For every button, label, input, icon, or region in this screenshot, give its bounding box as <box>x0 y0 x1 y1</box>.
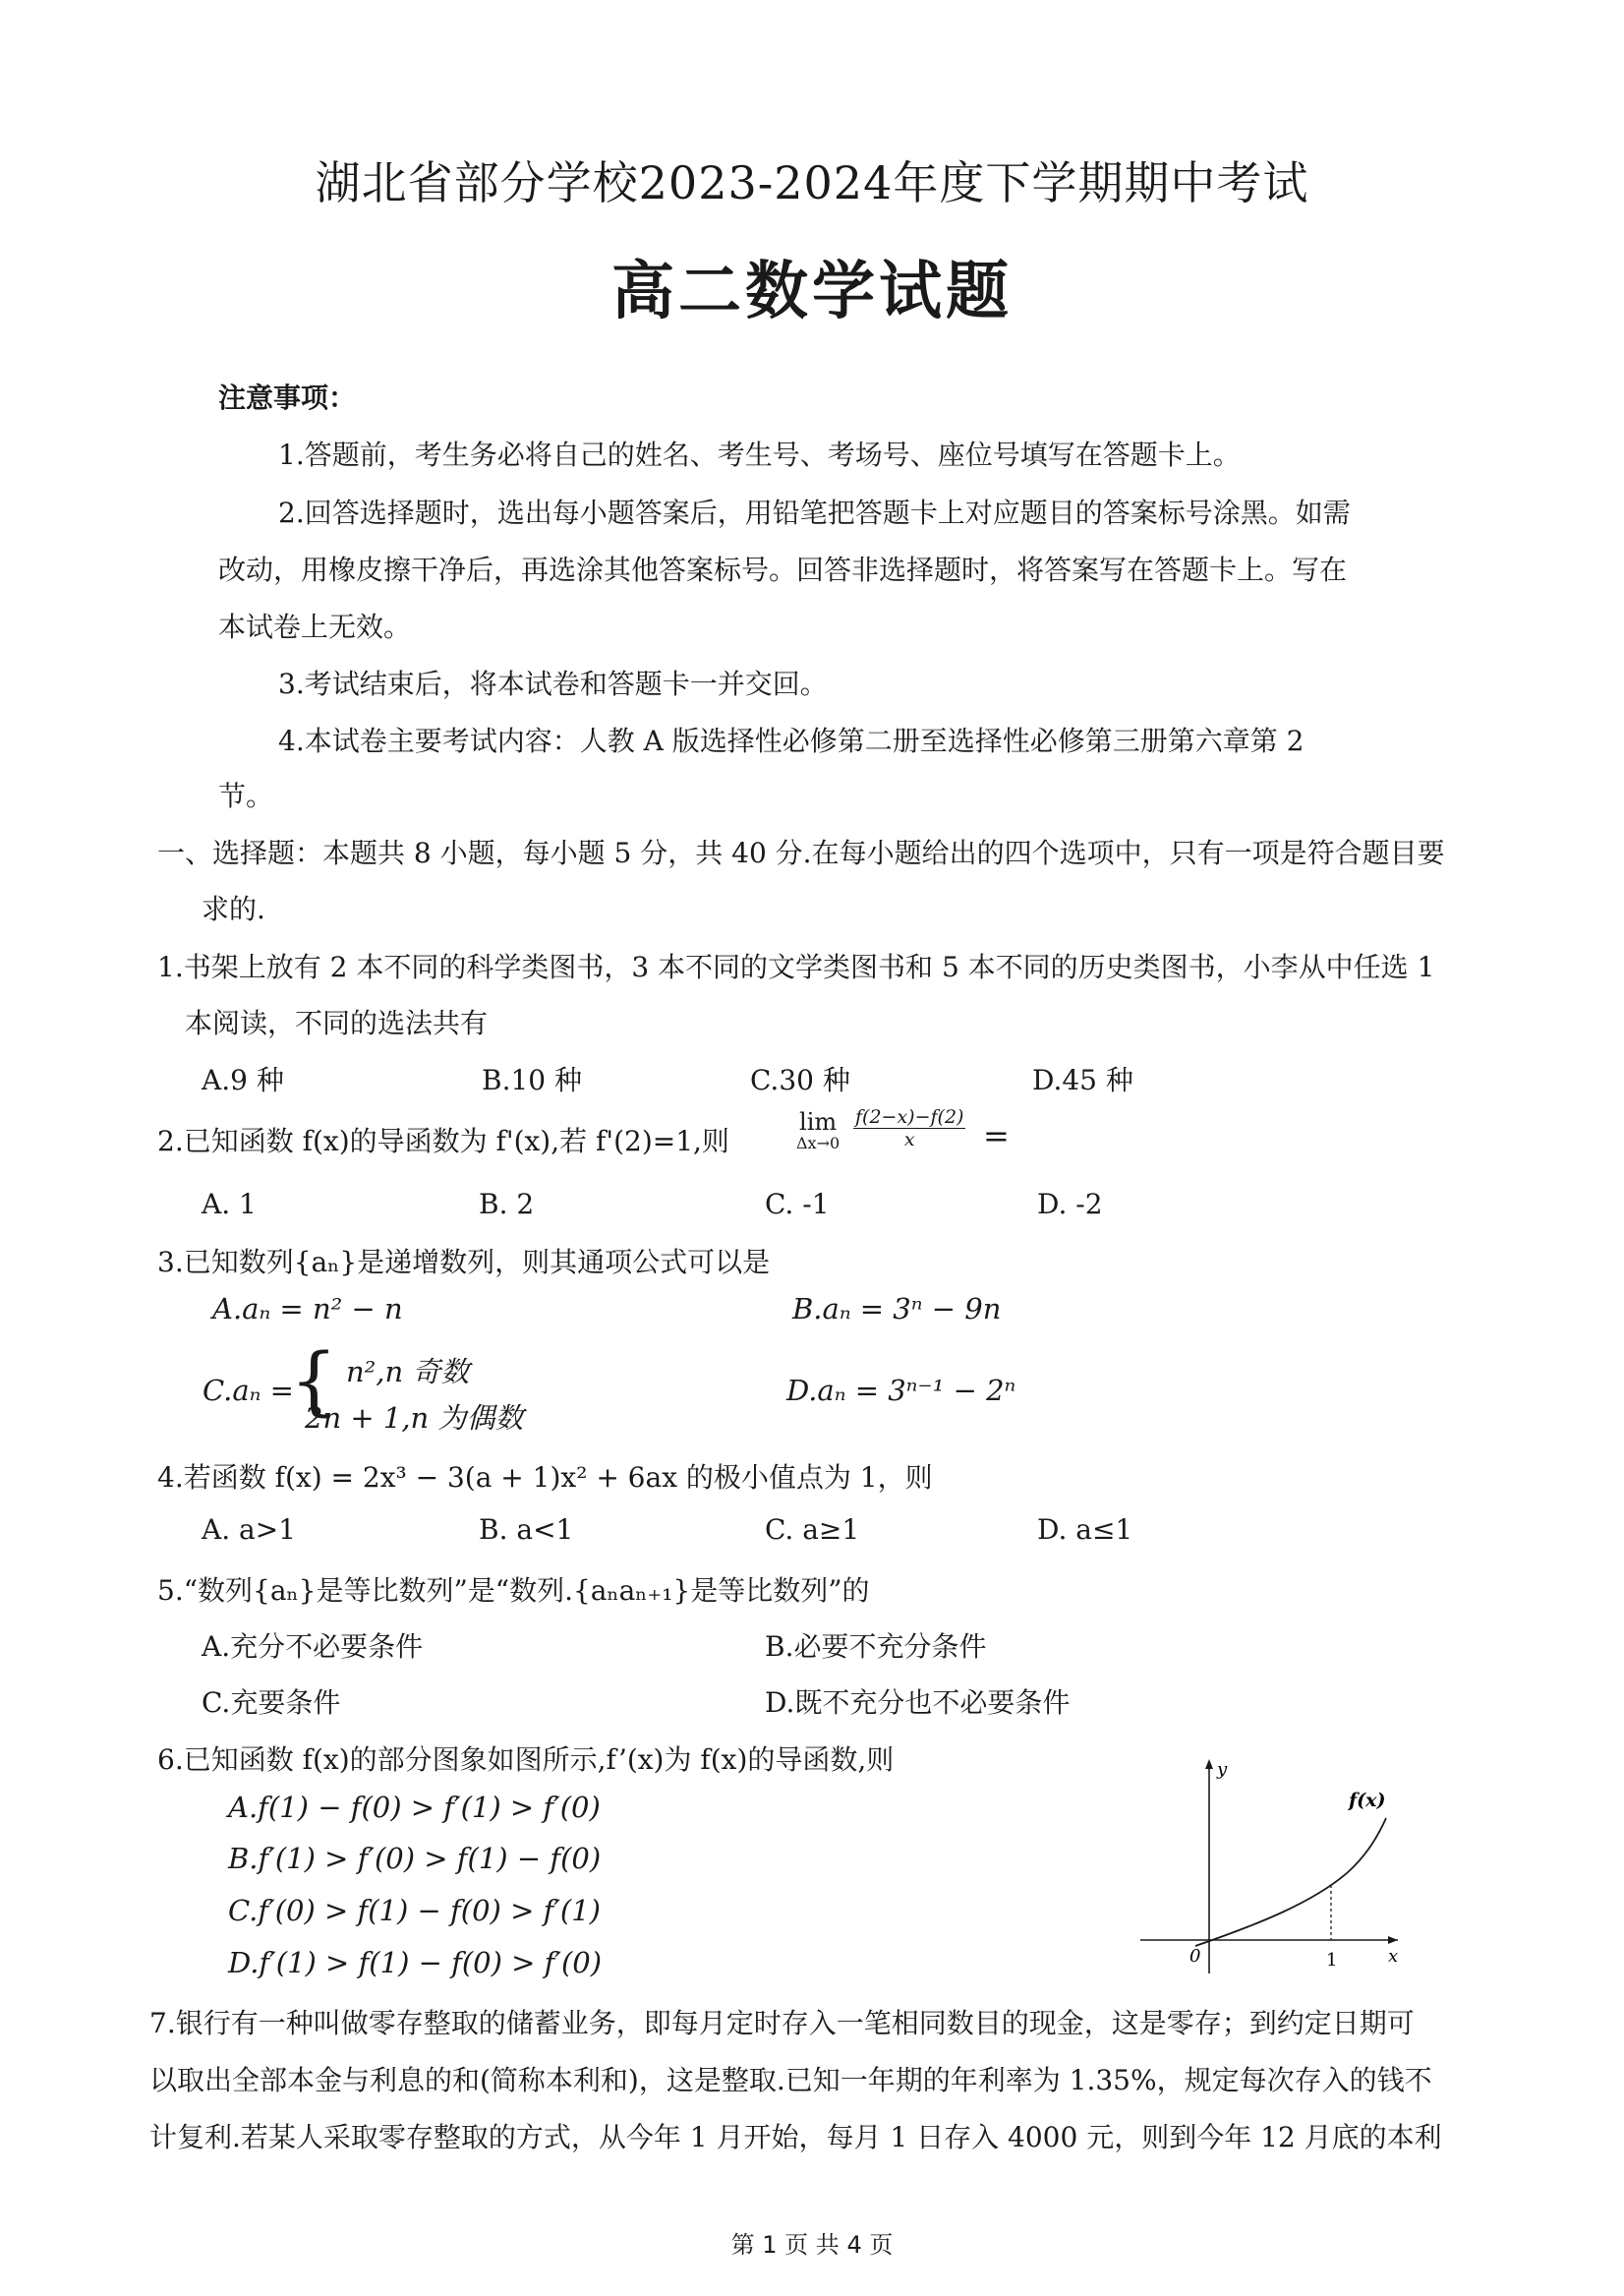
q3-stem: 3.已知数列{aₙ}是递增数列，则其通项公式可以是 <box>157 1246 771 1278</box>
q1-option-c: C.30 种 <box>750 1064 850 1096</box>
x-tick-1: 1 <box>1326 1950 1338 1971</box>
page-footer: 第 1 页 共 4 页 <box>730 2231 894 2259</box>
q2-frac-num: f(2−x)−f(2) <box>855 1106 964 1128</box>
q6-option-d: D.f′(1) > f(1) − f(0) > f′(0) <box>228 1946 603 1979</box>
q4-option-a: A. a>1 <box>202 1513 296 1546</box>
note-3: 3.考试结束后，将本试卷和答题卡一并交回。 <box>278 668 828 700</box>
q3-option-b: B.aₙ = 3ⁿ − 9n <box>792 1292 1002 1325</box>
function-curve <box>1195 1818 1386 1946</box>
section-heading-line-1: 一、选择题：本题共 8 小题，每小题 5 分，共 40 分.在每小题给出的四个选项中，只有一项是符合题目要 <box>157 837 1445 869</box>
q3-option-a: A.aₙ = n² − n <box>212 1292 403 1325</box>
q3-option-c-case-2: 2n + 1,n 为偶数 <box>305 1401 524 1435</box>
origin-label: 0 <box>1189 1946 1201 1967</box>
curve-label: f(x) <box>1349 1790 1386 1811</box>
q7-stem-line-2: 以取出全部本金与利息的和(简称本利和)，这是整取.已知一年期的年利率为 1.35%，规定每次存入的钱不 <box>149 2064 1432 2096</box>
q2-option-d: D. -2 <box>1037 1188 1103 1220</box>
q5-option-b: B.必要不充分条件 <box>765 1630 987 1663</box>
note-2-line-2: 改动，用橡皮擦干净后，再选涂其他答案标号。回答非选择题时，将答案写在答题卡上。写在 <box>218 554 1348 586</box>
q1-stem-line-1: 1.书架上放有 2 本不同的科学类图书，3 本不同的文学类图书和 5 本不同的历史类图书，小李从中任选 1 <box>157 951 1435 983</box>
q1-option-d: D.45 种 <box>1032 1064 1133 1096</box>
note-2-line-3: 本试卷上无效。 <box>218 611 412 643</box>
x-axis-arrow <box>1388 1936 1398 1944</box>
q4-stem: 4.若函数 f(x) = 2x³ − 3(a + 1)x² + 6ax 的极小值点为 1，则 <box>157 1461 933 1494</box>
q7-stem-line-1: 7.银行有一种叫做零存整取的储蓄业务，即每月定时存入一笔相同数目的现金，这是零存；到约定日期可 <box>149 2007 1415 2039</box>
q2-limit <box>796 1108 840 1152</box>
q2-lim-sub: Δx→0 <box>796 1134 841 1152</box>
notes-heading: 注意事项： <box>218 382 357 414</box>
note-1: 1.答题前，考生务必将自己的姓名、考生号、考场号、座位号填写在答题卡上。 <box>278 439 1241 471</box>
q4-option-c: C. a≥1 <box>765 1513 860 1546</box>
q2-option-c: C. -1 <box>765 1188 830 1220</box>
q1-stem-line-2: 本阅读，不同的选法共有 <box>185 1007 489 1039</box>
q4-option-b: B. a<1 <box>479 1513 574 1546</box>
q5-option-d: D.既不充分也不必要条件 <box>765 1686 1071 1719</box>
q2-fraction <box>853 1106 965 1150</box>
q5-stem: 5.“数列{aₙ}是等比数列”是“数列.{aₙaₙ₊₁}是等比数列”的 <box>157 1574 870 1607</box>
q2-stem: 2.已知函数 f(x)的导函数为 f'(x),若 f'(2)=1,则 <box>157 1125 729 1157</box>
q2-equals: = <box>983 1117 1010 1154</box>
q2-option-b: B. 2 <box>479 1188 535 1220</box>
note-2-line-1: 2.回答选择题时，选出每小题答案后，用铅笔把答题卡上对应题目的答案标号涂黑。如需 <box>278 497 1351 529</box>
q3-option-c-label: C.aₙ = <box>203 1374 294 1407</box>
x-label: x <box>1388 1946 1399 1967</box>
q6-option-c: C.f′(0) > f(1) − f(0) > f′(1) <box>228 1894 601 1927</box>
q6-option-a: A.f(1) − f(0) > f′(1) > f′(0) <box>228 1791 601 1824</box>
q1-option-a: A.9 种 <box>202 1064 284 1096</box>
q2-frac-den: x <box>903 1129 915 1150</box>
q6-stem: 6.已知函数 f(x)的部分图象如图所示,f’(x)为 f(x)的导函数,则 <box>157 1743 895 1776</box>
q5-option-a: A.充分不必要条件 <box>202 1630 424 1663</box>
q3-option-c-brace: { <box>290 1336 338 1424</box>
section-heading-line-2: 求的. <box>202 893 265 925</box>
exam-subtitle: 高二数学试题 <box>611 255 1013 328</box>
note-4-line-1: 4.本试卷主要考试内容：人教 A 版选择性必修第二册至选择性必修第三册第六章第 2 <box>278 725 1305 757</box>
exam-title: 湖北省部分学校2023-2024年度下学期期中考试 <box>315 156 1309 209</box>
q5-option-c: C.充要条件 <box>202 1686 341 1719</box>
q3-option-c-case-1: n²,n 奇数 <box>346 1355 470 1388</box>
q7-stem-line-3: 计复利.若某人采取零存整取的方式，从今年 1 月开始，每月 1 日存入 4000 元，则到今年 12 月底的本利 <box>149 2121 1442 2153</box>
y-axis-arrow <box>1205 1759 1213 1769</box>
y-label: y <box>1217 1759 1228 1780</box>
q2-option-a: A. 1 <box>202 1188 257 1220</box>
q6-option-b: B.f′(1) > f′(0) > f(1) − f(0) <box>228 1842 602 1875</box>
q3-option-d: D.aₙ = 3ⁿ⁻¹ − 2ⁿ <box>786 1374 1016 1407</box>
q4-option-d: D. a≤1 <box>1037 1513 1133 1546</box>
q1-option-b: B.10 种 <box>482 1064 583 1096</box>
q6-function-graph <box>1140 1755 1406 1976</box>
note-4-line-2: 节。 <box>218 780 274 812</box>
q2-lim-word: lim <box>799 1108 838 1136</box>
